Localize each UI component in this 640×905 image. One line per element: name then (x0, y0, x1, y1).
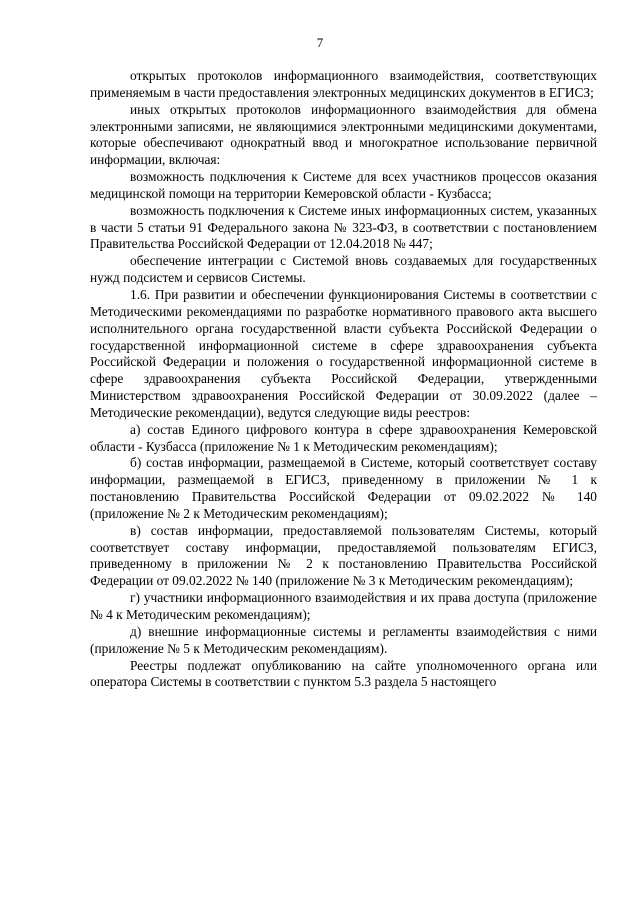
list-item-g: г) участники информационного взаимодействия и их права доступа (приложение № 4 к Методическим рекомендациям); (90, 590, 597, 622)
paragraph-section-1-6: 1.6. При развитии и обеспечении функционирования Системы в соответствии с Методическими рекомендациями по разработке нормативного правового акта высшего исполнительного органа государственной власти субъекта Российской Федерации о государственной информационной системе в сфере здравоохранения субъекта Российской Федерации и положения о государственной информационной системе в сфере здравоохранения субъекта Российской Федерации, утвержденными Министерством здравоохранения Российской Федерации от 30.09.2022 (далее – Методические рекомендации), ведутся следующие виды реестров: (90, 286, 597, 420)
paragraph-integration: обеспечение интеграции с Системой вновь создаваемых для государственных нужд подсистем и сервисов Системы. (90, 253, 597, 286)
list-item-d: д) внешние информационные системы и регламенты взаимодействия с ними (приложение № 5 к Методическим рекомендациям). (90, 623, 597, 656)
paragraph-open-protocols: открытых протоколов информационного взаимодействия, соответствующих применяемым в части предоставления электронных медицинских документов в ЕГИСЗ; (90, 68, 597, 100)
paragraph-other-systems-connection: возможность подключения к Системе иных информационных систем, указанных в части 5 статьи 91 Федерального закона № 323-ФЗ, в соответствии с постановлением Правительства Российской Федерации от 12.04.2018 № 447; (90, 202, 597, 252)
list-item-v: в) состав информации, предоставляемой пользователям Системы, который соответствует составу информации, предоставляемой пользователям ЕГИСЗ, приведенному в приложении № 2 к постановлению Правительства Российской Федерации от 09.02.2022 № 140 (приложение № 3 к Методическим рекомендациям); (90, 522, 597, 589)
paragraph-participants-connection: возможность подключения к Системе для всех участников процессов оказания медицинской помощи на территории Кемеровской области - Кузбасса; (90, 169, 597, 201)
document-body (90, 68, 597, 691)
page-number: 7 (316, 35, 324, 50)
list-item-b: б) состав информации, размещаемой в Системе, который соответствует составу информации, размещаемой в ЕГИСЗ, приведенному в приложении № 1 к постановлению Правительства Российской Федерации от 09.02.2022 № 140 (приложение № 2 к Методическим рекомендациям); (90, 455, 597, 521)
list-item-a: а) состав Единого цифрового контура в сфере здравоохранения Кемеровской области - Кузбасса (приложение № 1 к Методическим рекомендациям); (90, 421, 597, 454)
paragraph-registries-publication: Реестры подлежат опубликованию на сайте уполномоченного органа или оператора Системы в соответствии с пунктом 5.3 раздела 5 настоящего (90, 657, 597, 690)
paragraph-other-protocols: иных открытых протоколов информационного взаимодействия для обмена электронными записями, не являющимися электронными медицинскими документами, которые обеспечивают однократный ввод и многократное использование первичной информации, включая: (90, 101, 597, 168)
